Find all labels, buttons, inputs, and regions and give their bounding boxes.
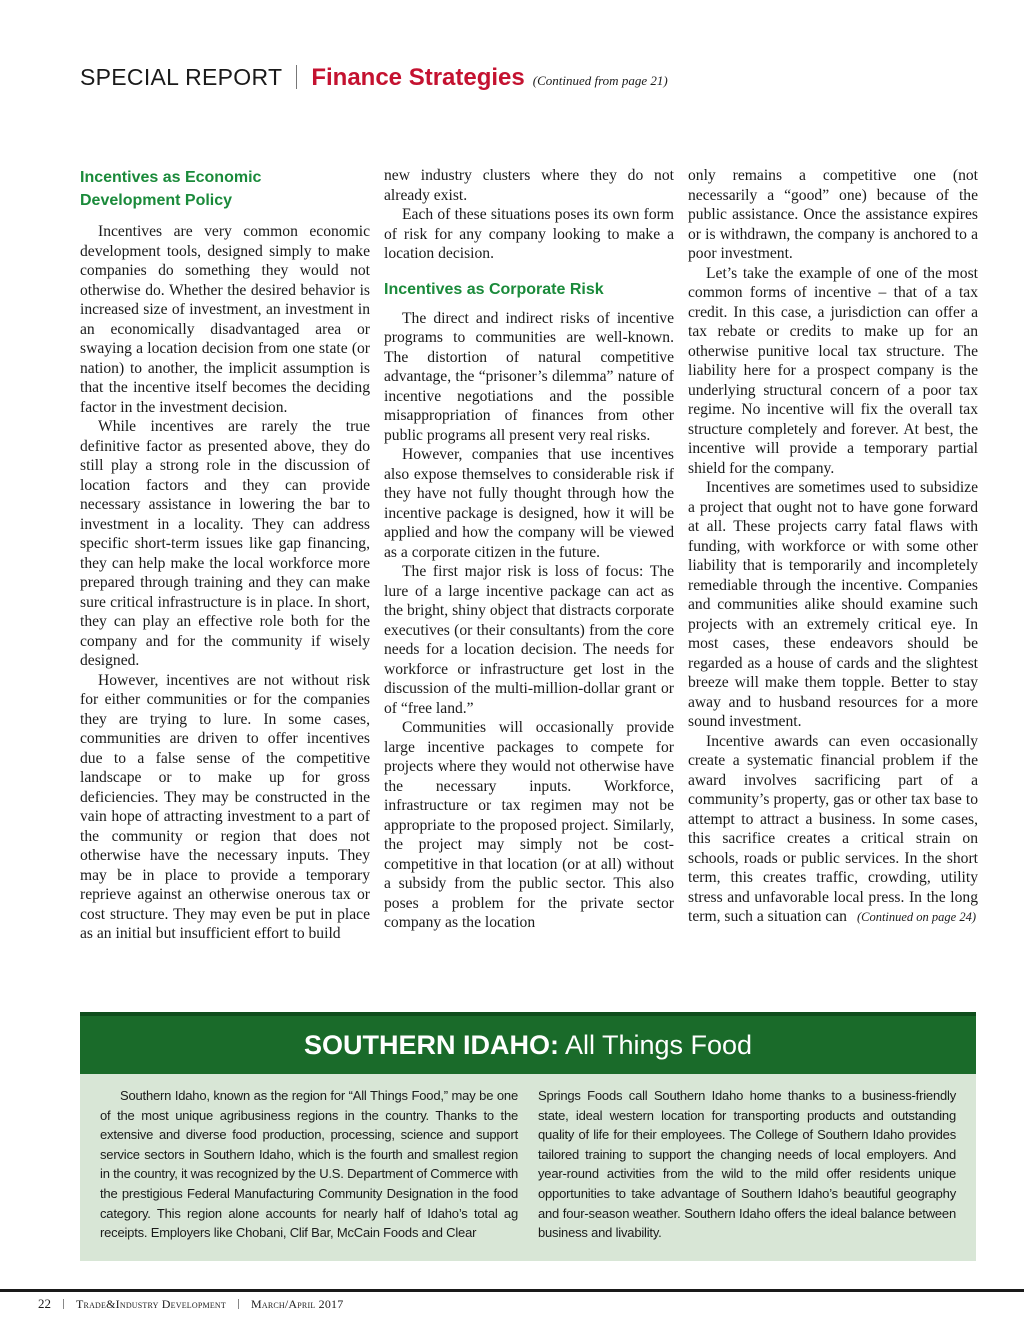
article-title: Finance Strategies <box>311 64 525 91</box>
page-number: 22 <box>38 1296 51 1311</box>
paragraph: While incentives are rarely the true definitive factor as presented above, they do still play a strong role in the discussion of location factors and they can provide necessary assistance in lowering the bar to investment in a locality. They can address specific short-term issues like gap financing, they can help make the local workforce more prepared through training and they can make sure critical infrastructure is in place. In short, they can play an effective role both for the company and for the community if wisely designed. <box>80 418 370 669</box>
paragraph: new industry clusters where they do not already exist. <box>384 167 674 204</box>
sidebar-text-right: Springs Foods call Southern Idaho home thanks to a business-friendly state, ideal western location for transporting products and outstanding quality of life for their employees. The College of Southern Idaho provides tailored training to support the changing needs of local employers. And year-round activities from the wild to the mild offer residents unique opportunities to take advantage of Southern Idaho’s beautiful geography and four-season weather. Southern Idaho offers the ideal balance between business and livability. <box>538 1088 956 1241</box>
heading-line: Incentives as Economic <box>80 169 262 186</box>
paragraph: Incentives are very common economic development tools, designed simply to make companies do something they would not otherwise do. Whether the desired behavior is increased size of investment, an investment in an economically disadvantaged area or swaying a location decision from one state (or nation) to another, the implicit assumption is that the incentive itself becomes the deciding factor in the investment decision. <box>80 223 370 416</box>
section-label: SPECIAL REPORT <box>80 64 283 90</box>
paragraph: Each of these situations poses its own form of risk for any company looking to make a location decision. <box>384 206 674 262</box>
paragraph: The first major risk is loss of focus: The lure of a large incentive package can act as the bright, shiny object that distracts corporate executives (or their consultants) from the core needs for a location decision. The needs for workforce or infrastructure get lost in the discussion of the multi-million-dollar grant or of “free land.” <box>384 563 674 717</box>
paragraph: The direct and indirect risks of incentive programs to communities are well-known. The distortion of natural competitive advantage, the “prisoner’s dilemma” nature of incentive negotiations and the possible misappropriation of finances from other public programs all present very real risks. <box>384 309 674 444</box>
publication-name: Trade&Industry Development <box>76 1297 226 1311</box>
sidebar-title-rest: All Things Food <box>558 1030 753 1060</box>
text-column-2 <box>384 166 674 933</box>
section-heading: Incentives as Corporate Risk <box>384 280 604 298</box>
paragraph: only remains a competitive one (not necessarily a “good” one) because of the public assistance. Once the assistance expires or is withdrawn, the company is anchored to a poor investment. <box>688 167 978 262</box>
paragraph: Incentives are sometimes used to subsidize a project that ought not to have gone forward at all. These projects carry fatal flaws with funding, with workforce or with some other liability that is temporarily and incompletely remediable through the incentive. Companies and communities alike should examine such projects with an extremely critical eye. In most cases, these endeavors should be regarded as a house of cards and the slightest breeze will make them topple. Better to stay away and to husband resources for a more sound investment. <box>688 479 978 730</box>
header-divider <box>296 65 297 89</box>
section-heading <box>80 166 370 212</box>
text-column-1 <box>80 166 370 944</box>
paragraph-text: Incentive awards can even occasionally create a systematic financial problem if the award involves sacrificing part of a community’s property, gas or other tax base to attempt to attract a business. In some cases, this sacrifice creates a critical strain on schools, roads or public services. In the short term, this creates traffic, crowding, utility stress and unfavorable local press. In the long term, such a situation can <box>688 732 978 925</box>
heading-line: Development Policy <box>80 192 233 209</box>
paragraph: However, incentives are not without risk for either communities or for the companies they are trying to lure. In some cases, communities are driven to offer incentives due to a false sense of the competitive landscape or to make up for gross deficiencies. They may be constructed in the vain hope of attracting investment to a part of the community or region that does not otherwise have the necessary inputs. They may be in place to provide a temporary reprieve against an otherwise onerous tax or cost structure. They may even be put in place as an initial but insufficient effort to build <box>80 671 370 942</box>
footer-divider <box>63 1299 64 1309</box>
text-column-3 <box>688 166 978 928</box>
page-header <box>80 64 960 98</box>
sidebar-title-bold: SOUTHERN IDAHO: <box>303 1030 559 1060</box>
footer-divider <box>238 1299 239 1309</box>
sidebar-title-band <box>80 1012 976 1074</box>
sidebar-title <box>304 1016 752 1071</box>
continued-from-note: (Continued from page 21) <box>532 73 668 88</box>
page-footer <box>38 1296 343 1312</box>
paragraph <box>688 732 978 928</box>
sidebar-box <box>80 1012 976 1261</box>
paragraph: Communities will occasionally provide large incentive packages to compete for projects where they would not otherwise have the necessary inputs. Workforce, infrastructure or tax regimen may not be appropriate to the proposed project. Similarly, the project may simply not be cost-competitive in that location (or at all) without a subsidy from the public sector. This also poses a problem for the private sector company as the location <box>384 719 674 931</box>
sidebar-text-left: Southern Idaho, known as the region for “All Things Food,” may be one of the most unique agribusiness regions in the country. Thanks to the extensive and diverse food production, processing, science and support service sectors in Southern Idaho, which is the fourth and smallest region in the country, it was recognized by the U.S. Department of Commerce with the prestigious Federal Manufacturing Community Designation in the food category. This region alone accounts for nearly half of Idaho’s total ag receipts. Employers like Chobani, Clif Bar, McCain Foods and Clear <box>100 1088 518 1241</box>
footer-rule <box>0 1289 1024 1292</box>
paragraph: However, companies that use incentives also expose themselves to considerable risk if they have not fully thought through how the incentive package is designed, how it will be applied and how the company will be viewed as a corporate citizen in the future. <box>384 446 674 561</box>
continued-on-note: (Continued on page 24) <box>856 910 977 924</box>
issue-date: March/April 2017 <box>250 1297 344 1311</box>
paragraph: Let’s take the example of one of the most common forms of incentive – that of a tax credit. In this case, a jurisdiction can offer a tax rebate or credits to make up for an otherwise punitive local tax structure. The liability here for a prospect company is the underlying structural concern of a poor tax regime. No incentive will fix the overall tax structure completely and forever. At best, the incentive will provide a temporary partial shield for the company. <box>688 264 978 477</box>
